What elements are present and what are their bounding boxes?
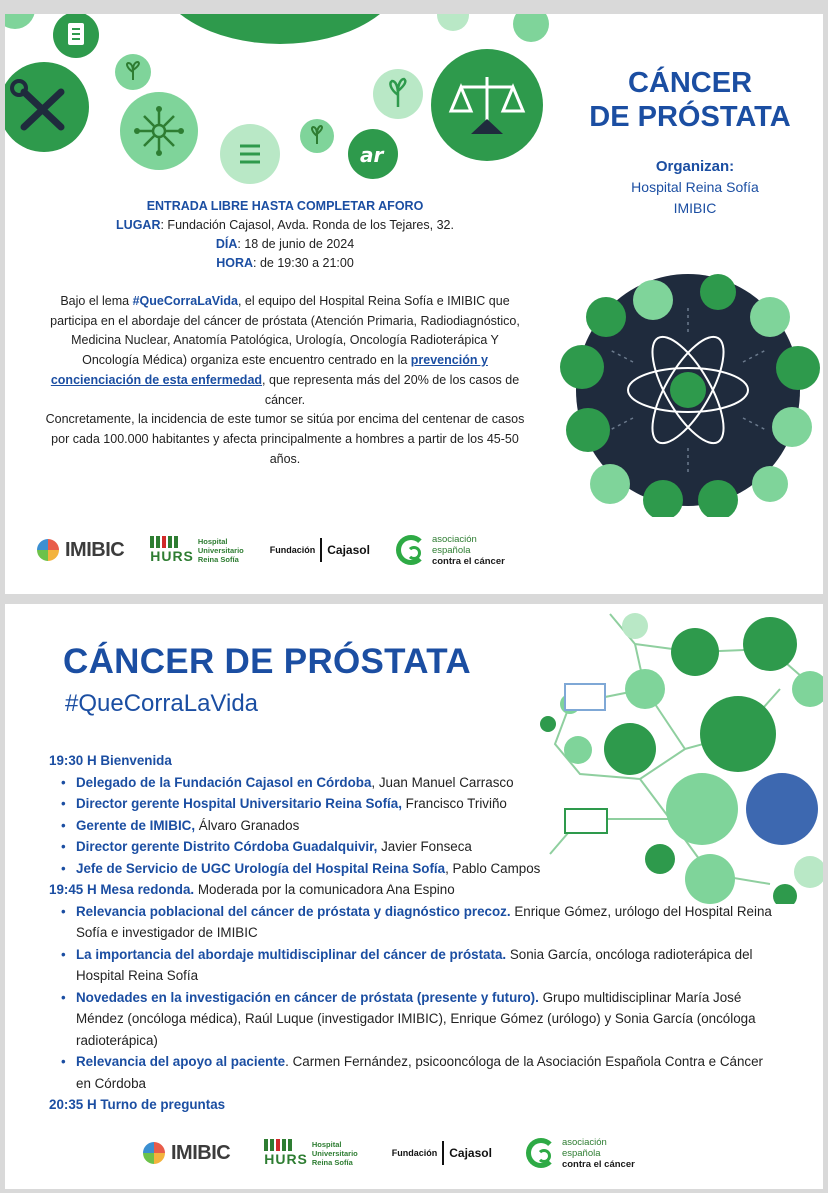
cajasol-logo — [392, 1141, 492, 1165]
event-description — [45, 292, 525, 469]
title-line: CÁNCER — [627, 67, 753, 99]
plant-icon — [115, 54, 151, 90]
hurs-line: Universitario — [311, 1148, 358, 1158]
cajasol-logo — [270, 538, 370, 562]
description-text: , que representa más del 20% de los casos de cáncer. — [262, 372, 520, 407]
svg-text:ar: ar — [360, 143, 384, 167]
document-icon — [53, 14, 99, 58]
description-text: , el equipo del Hospital Reina Sofía e IMIBIC que participa en el abordaje del cáncer de próstata (Atención Primaria, Radiodiagnóstico, Medicina Nuclear, Anatomía Patológica, Urología, Oncología Radioterápica Y Oncología Médica) organiza este encuentro centrado en la — [50, 294, 520, 368]
round-header: 19:45 H Mesa redonda. — [49, 882, 195, 897]
focus-link[interactable]: prevención y concienciación de esta enfermedad — [50, 353, 488, 387]
program-title: CÁNCER DE PRÓSTATA — [63, 642, 471, 681]
talk-speaker: Enrique Gómez, urólogo del Hospital Reina Sofía e investigador de IMIBIC — [76, 903, 772, 940]
list-item — [59, 772, 779, 794]
aecc-logo — [396, 534, 505, 567]
talk-topic: La importancia del abordaje multidisciplinar del cáncer de próstata. — [76, 946, 507, 962]
speaker-name: Javier Fonseca — [377, 839, 472, 854]
hurs-mark-icon — [264, 1139, 292, 1151]
round-list — [59, 901, 779, 1095]
hurs-line: Universitario — [197, 545, 244, 555]
hurs-logo — [150, 536, 244, 564]
list-item — [59, 1051, 779, 1094]
imibic-text: IMIBIC — [171, 1141, 231, 1164]
speaker-name: Álvaro Granados — [195, 817, 300, 833]
agenda-header-welcome: 19:30 H Bienvenida — [49, 753, 172, 768]
flyer-card-program — [5, 604, 823, 1189]
cajasol-text: Cajasol — [449, 1146, 492, 1160]
aecc-line: contra el cáncer — [561, 1158, 635, 1170]
list-icon — [220, 124, 280, 184]
imibic-logo — [37, 539, 124, 562]
talk-topic: Novedades en la investigación en cáncer de próstata (presente y futuro). — [76, 989, 539, 1005]
flyer-title — [565, 66, 815, 134]
speaker-role: Delegado de la Fundación Cajasol en Córdoba — [76, 774, 372, 790]
talk-speaker: . Carmen Fernández, psicooncóloga de la Asociación Española Contra e Cáncer en Córdoba — [76, 1054, 764, 1091]
fundacion-text: Fundación — [269, 545, 316, 555]
aecc-mark-icon — [526, 1138, 556, 1168]
hurs-text: HURS — [150, 548, 194, 564]
imibic-text: IMIBIC — [65, 538, 125, 561]
imibic-logo — [143, 1142, 230, 1165]
plant-icon — [300, 119, 334, 153]
imibic-mark-icon — [37, 539, 59, 561]
aecc-line: asociación — [431, 533, 477, 545]
aecc-line: española — [431, 544, 471, 556]
hurs-mark-icon — [150, 536, 178, 548]
hurs-line: Hospital — [311, 1139, 342, 1149]
speaker-role: Jefe de Servicio de UGC Urología del Hospital Reina Sofía — [76, 860, 446, 876]
agenda-header-round — [49, 879, 779, 901]
hurs-text: HURS — [264, 1151, 308, 1167]
deco-circle — [5, 14, 35, 29]
aecc-mark-icon — [396, 535, 426, 565]
aecc-line: asociación — [561, 1136, 607, 1148]
hurs-line: Hospital — [197, 536, 228, 546]
speaker-name: Francisco Triviño — [401, 796, 507, 811]
hurs-line: Reina Sofía — [197, 554, 239, 564]
talk-speaker: Grupo multidisciplinar María José Méndez (oncóloga médica), Raúl Luque (investigador IMIBIC), Enrique Gómez (urólogo) y Sonia García (oncóloga radioterápica) — [76, 989, 756, 1048]
hurs-line: Reina Sofía — [311, 1157, 353, 1167]
agenda-header-questions: 20:35 H Turno de preguntas — [49, 1097, 226, 1112]
organizer: Hospital Reina Sofía — [631, 179, 759, 195]
talk-speaker: Sonia García, oncóloga radioterápica del Hospital Reina Sofía — [76, 946, 753, 983]
imibic-mark-icon — [143, 1142, 165, 1164]
sponsor-logos — [37, 520, 537, 580]
list-item — [59, 987, 779, 1052]
flyer-card-top — [5, 14, 823, 594]
agenda — [49, 750, 779, 1116]
speaker-role: Director gerente Hospital Universitario Reina Sofía, — [76, 796, 402, 811]
scale-icon — [431, 49, 543, 161]
day-label: DÍA — [215, 237, 238, 251]
time-value: : de 19:30 a 21:00 — [253, 256, 354, 270]
list-item — [59, 793, 779, 815]
place-value: : Fundación Cajasol, Avda. Ronda de los Tejares, 32. — [160, 218, 454, 232]
time-label: HORA — [216, 256, 254, 270]
speaker-name: , Pablo Campos — [445, 860, 541, 876]
list-item — [59, 836, 779, 858]
entry-notice: ENTRADA LIBRE HASTA COMPLETAR AFORO — [146, 199, 424, 213]
cells-icon — [120, 92, 198, 170]
welcome-list — [59, 772, 779, 880]
list-item — [59, 944, 779, 987]
organizers-label: Organizan: — [655, 158, 735, 175]
plus-icon — [513, 14, 549, 42]
scalpel-icon — [5, 62, 89, 152]
place-label: LUGAR — [116, 218, 161, 232]
event-info — [45, 197, 525, 273]
description-text: Bajo el lema — [60, 294, 133, 308]
list-item — [59, 815, 779, 837]
round-moderator: Moderada por la comunicadora Ana Espino — [194, 882, 455, 897]
deco-circle — [155, 14, 405, 44]
description-text: Concretamente, la incidencia de este tumor se sitúa por encima del centenar de casos por cada 100.000 habitantes y afecta principalmente a hombres a partir de los 45-50 años. — [45, 412, 525, 466]
aecc-line: contra el cáncer — [431, 555, 505, 567]
cajasol-text: Cajasol — [327, 543, 370, 557]
speaker-role: Director gerente Distrito Córdoba Guadalquivir, — [76, 839, 378, 854]
aecc-line: española — [561, 1147, 601, 1159]
leaf-logo-icon — [348, 129, 398, 179]
speaker-name: , Juan Manuel Carrasco — [371, 774, 514, 790]
hurs-logo — [264, 1139, 358, 1167]
title-line: DE PRÓSTATA — [589, 101, 791, 133]
list-item — [59, 901, 779, 944]
day-value: : 18 de junio de 2024 — [237, 237, 355, 251]
atom-illustration — [548, 262, 823, 517]
talk-topic: Relevancia poblacional del cáncer de próstata y diagnóstico precoz. — [76, 903, 511, 919]
hashtag: #QueCorraLaVida — [132, 294, 238, 308]
speaker-role: Gerente de IMIBIC, — [76, 817, 196, 833]
talk-topic: Relevancia del apoyo al paciente — [76, 1054, 286, 1069]
list-item — [59, 858, 779, 880]
organizer: IMIBIC — [673, 200, 717, 216]
plant-icon — [373, 69, 423, 119]
organizers — [595, 156, 795, 219]
program-hashtag: #QueCorraLaVida — [65, 690, 259, 717]
aecc-logo — [526, 1137, 635, 1170]
sponsor-logos — [143, 1124, 713, 1182]
deco-circle — [437, 14, 469, 31]
fundacion-text: Fundación — [391, 1148, 438, 1158]
